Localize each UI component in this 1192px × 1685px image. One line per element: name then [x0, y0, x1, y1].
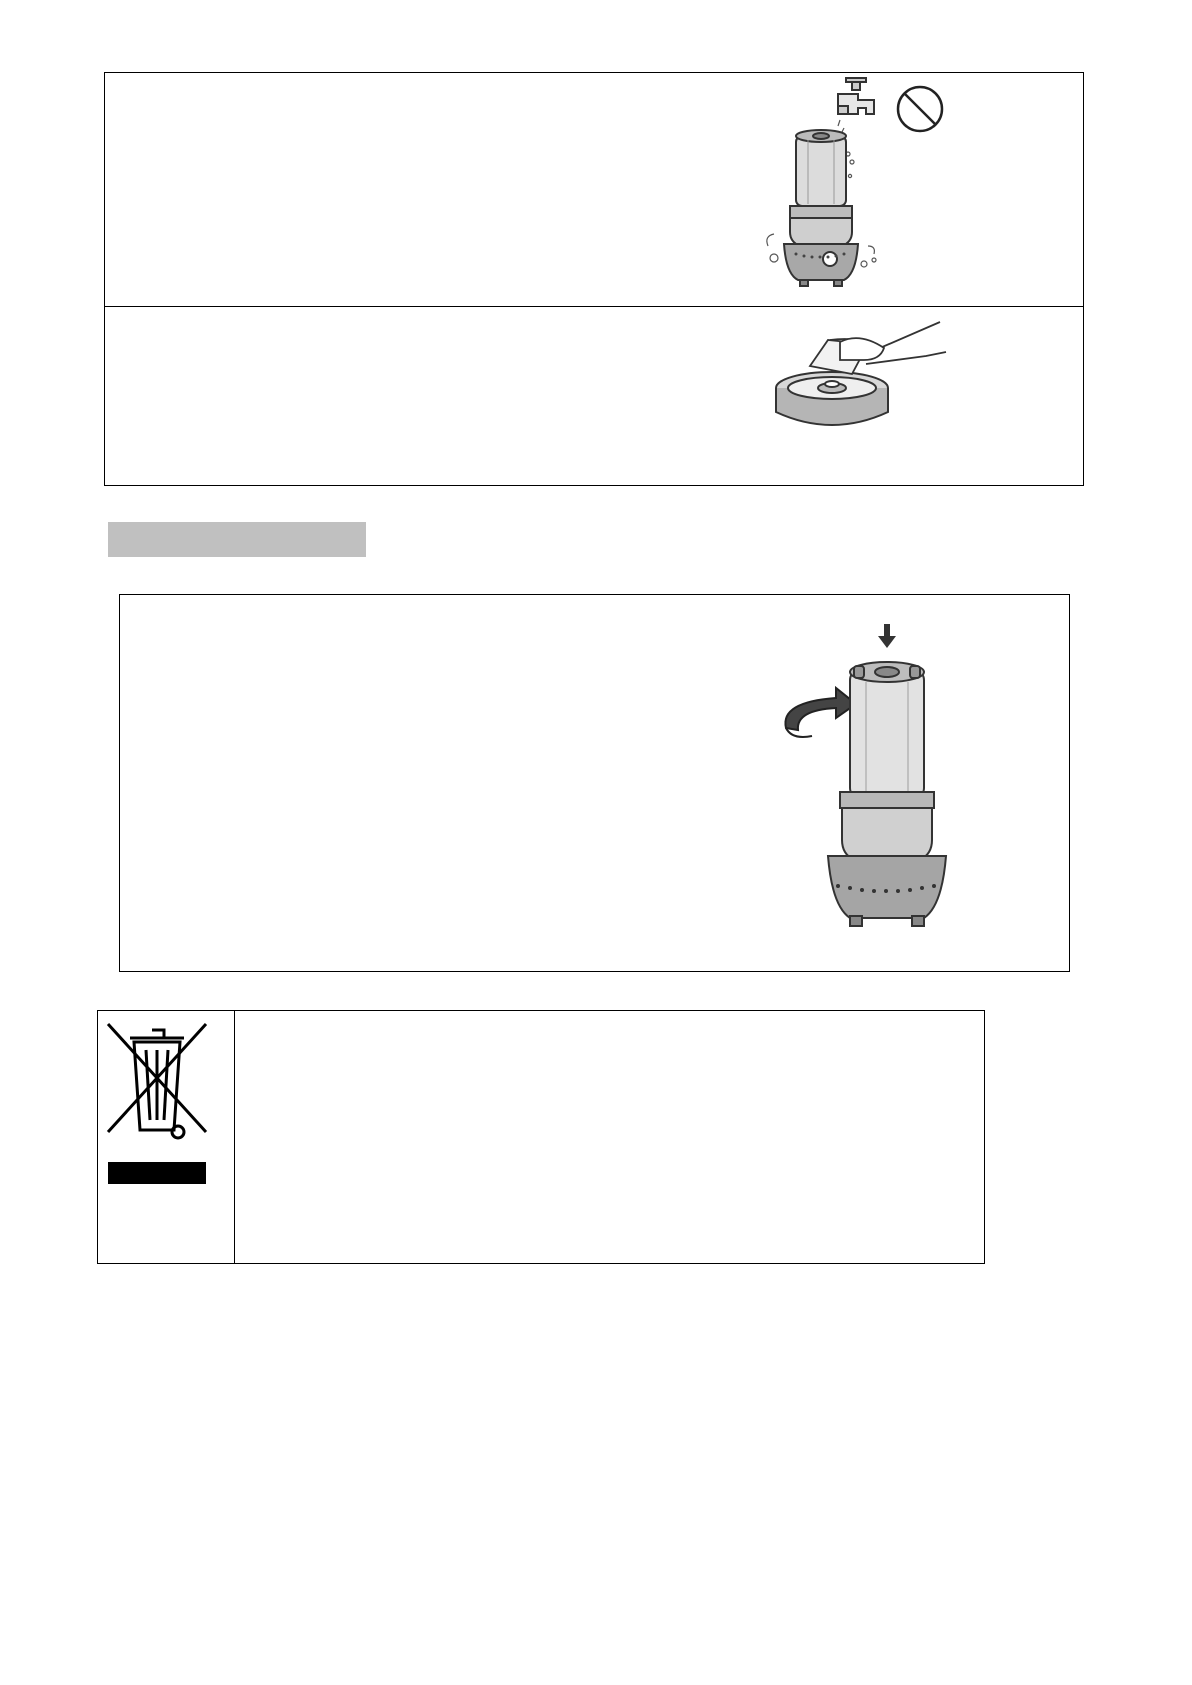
filter-cartridge-icon	[784, 130, 858, 286]
section-heading-bar	[108, 522, 366, 557]
cartridge-assembly-illustration	[776, 620, 966, 940]
hand-with-cloth-icon	[810, 322, 946, 374]
cleaning-row-divider	[104, 306, 1084, 307]
disposal-notice	[97, 1010, 985, 1264]
water-tap-icon	[838, 78, 874, 114]
cartridge-under-tap-illustration	[760, 76, 960, 291]
press-down-arrow-icon	[878, 624, 896, 648]
wipe-base-illustration	[770, 318, 950, 438]
weee-crossed-bin-icon	[104, 1020, 214, 1192]
disposal-icon-divider	[234, 1010, 235, 1264]
rotate-arrow-icon	[785, 688, 856, 737]
prohibited-icon	[898, 87, 942, 131]
humidifier-base-icon	[776, 372, 888, 425]
